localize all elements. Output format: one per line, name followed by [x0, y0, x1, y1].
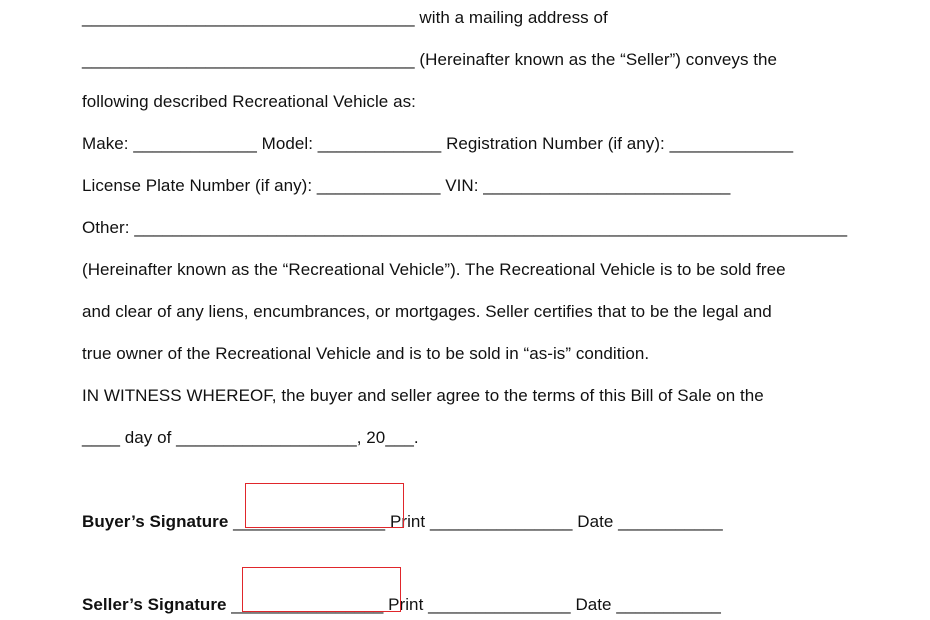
witness-line: IN WITNESS WHEREOF, the buyer and seller agree to the terms of this Bill of Sale on the — [82, 386, 764, 405]
seller-signature-label: Seller’s Signature — [82, 595, 227, 614]
buyer-signature-field[interactable] — [245, 483, 404, 528]
seller-signature-row — [82, 595, 721, 615]
seller-signature-field[interactable] — [242, 567, 401, 612]
body-paragraph-line-2: and clear of any liens, encumbrances, or mortgages. Seller certifies that to be the legal and — [82, 302, 772, 321]
vehicle-intro-line: following described Recreational Vehicle as: — [82, 92, 416, 111]
date-line: ____ day of ___________________, 20___. — [82, 428, 419, 447]
other-line: Other: ___________________________________________________________________________ — [82, 218, 848, 237]
seller-signature-fields: ________________ Print _______________ Date ___________ — [226, 595, 721, 614]
seller-name-line: ___________________________________ (Hereinafter known as the “Seller”) conveys the — [82, 50, 778, 69]
license-vin-line: License Plate Number (if any): _____________ VIN: __________________________ — [82, 176, 731, 195]
mailing-address-line: ___________________________________ with a mailing address of — [82, 8, 608, 27]
make-model-registration-line: Make: _____________ Model: _____________ Registration Number (if any): _____________ — [82, 134, 794, 153]
body-paragraph-line-3: true owner of the Recreational Vehicle and is to be sold in “as-is” condition. — [82, 344, 650, 363]
buyer-signature-fields: ________________ Print _______________ Date ___________ — [228, 512, 723, 531]
body-paragraph-line-1: (Hereinafter known as the “Recreational Vehicle”). The Recreational Vehicle is to be sold free — [82, 260, 786, 279]
buyer-signature-label: Buyer’s Signature — [82, 512, 229, 531]
